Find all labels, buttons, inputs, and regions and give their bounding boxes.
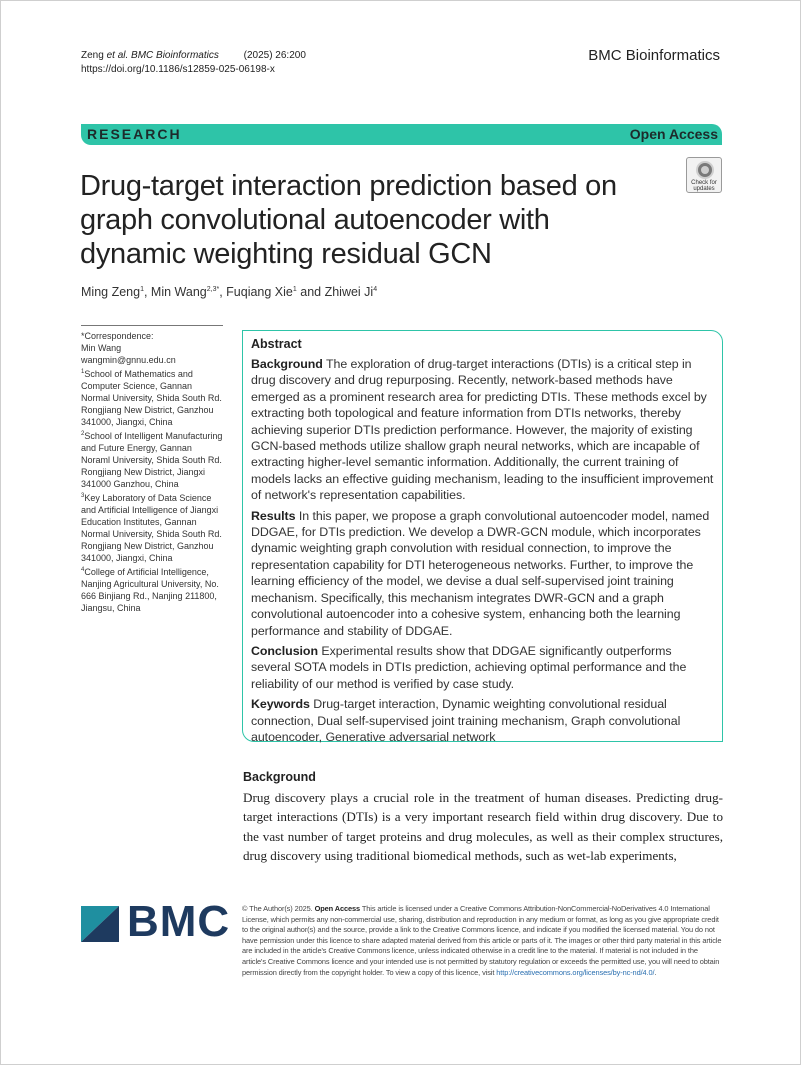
author-name: Zhiwei Ji [324,285,374,299]
section-text: The exploration of drug-target interactions (DTIs) is a critical step in drug discovery and drug repurposing. Recently, network-based methods have emerged as a prominent research area for predicting DTIs. These methods excel by extracting both topological and feature information from DTIs networks, thereby achieving superior DTIs prediction performance. However, the majority of existing GCN-based methods utilize shallow graph neural networks, which are incapable of extracting higher-level semantic information. Additionally, the current training of models lacks an effective guiding mechanism, leading to the insufficient improvement of network's representation capabilities. [251,357,714,503]
abstract-results [251,508,714,639]
license-open-access: Open Access [314,904,361,913]
check-for-updates-badge[interactable] [686,157,722,193]
author-name: Fuqiang Xie [226,285,293,299]
citation-header [81,49,306,77]
citation-journal: et al. BMC Bioinformatics [106,50,219,61]
open-access-label: Open Access [629,126,718,142]
abstract-heading: Abstract [251,337,302,351]
affiliation-item [81,564,223,614]
correspondence-email[interactable]: wangmin@gnnu.edu.cn [81,355,176,365]
author-affil: 1 [140,285,144,293]
section-label: Keywords [251,697,310,712]
research-label: RESEARCH [87,126,182,142]
abstract-box [242,330,723,742]
affiliation-item [81,490,223,564]
affiliation-sidebar [81,325,223,614]
affiliation-sup: 2 [81,431,85,437]
affiliation-sup: 3 [81,493,85,499]
license-end: . [654,967,657,977]
affiliation-text: School of Mathematics and Computer Science, Gannan Normal University, Shida South Rd. Rongjiang New District, Ganzhou 341000, Jiangxi, China [81,369,222,427]
article-type-band [81,124,722,145]
author-name: Min Wang [150,285,207,299]
citation-year: (2025) 26:200 [243,50,306,61]
citation-author: Zeng [81,50,104,61]
author-list [81,285,377,299]
correspondence-label: *Correspondence: [81,331,154,341]
license-copyright: © The Author(s) 2025. [242,904,313,913]
license-link[interactable]: http://creativecommons.org/licenses/by-nc-nd/4.0/ [496,967,655,977]
abstract-background [251,356,714,504]
affiliation-sup: 4 [81,567,85,573]
affiliation-item [81,428,223,490]
section-text: Experimental results show that DDGAE significantly outperforms several SOTA models in DTIs prediction, achieving optimal performance and the reliability of our method is verified by case study. [251,643,687,691]
doi-link[interactable]: https://doi.org/10.1186/s12859-025-06198-x [81,64,275,75]
background-heading: Background [243,770,316,784]
author-affil: 1 [292,285,297,293]
bmc-logo-text: BMC [127,897,231,946]
author-sep: , [143,285,151,299]
journal-name: BMC Bioinformatics [588,47,720,64]
affiliation-text: Key Laboratory of Data Science and Artificial Intelligence of Jiangxi Education Institutes, Gannan Normal University, Shida South Rd. Rongjiang New District, Ganzhou 341000, Jiangxi, China [81,493,222,563]
abstract-keywords [251,696,714,745]
section-text: Drug-target interaction, Dynamic weighting convolutional residual connection, Dual self-supervised joint training mechanism, Graph convolutional autoencoder, Generative adversarial network [251,697,681,744]
affiliation-text: College of Artificial Intelligence, Nanjing Agricultural University, No. 666 Binjiang Rd., Nanjing 211800, Jiangsu, China [81,567,219,613]
abstract-conclusion [251,643,714,692]
section-label: Background [251,357,323,371]
license-notice [242,904,723,978]
section-label: Results [251,508,296,523]
license-text: This article is licensed under a Creative Commons Attribution-NonCommercial-NoDerivatives 4.0 International License, which permits any non-commercial use, sharing, distribution and reproduction in any medium or format, as long as you give appropriate credit to the original author(s) and the source, provide a link to the Creative Commons licence, and indicate if you modified the licensed material. You do not have permission under this licence to share adapted material derived from this article or parts of it. The images or other third party material in this article are included in the article's Creative Commons licence, unless indicated otherwise in a credit line to the material. If material is not included in the article's Creative Commons licence and your intended use is not permitted by statutory regulation or exceeds the permitted use, you will need to obtain permission directly from the copyright holder. To view a copy of this licence, visit [242,904,722,977]
author-affil: 4 [373,285,378,293]
author-affil: 2,3* [206,285,220,293]
author-sep: and [296,285,325,299]
section-text: In this paper, we propose a graph convolutional autoencoder model, named DDGAE, for DTIs prediction. We develop a DWR-GCN module, which incorporates dynamic weighting graph convolution with residual connection, to improve the representation capability for DTI heterogeneous networks. Further, to improve the learning efficiency of the model, we devise a dual self-supervised joint training mechanism. Specifically, this mechanism integrates DWR-GCN and a graph convolutional autoencoder into a cohesive system, enhancing both the learning performance and stability of DDGAE. [251,508,710,638]
author-sep: , [219,285,227,299]
body-paragraph: Drug discovery plays a crucial role in the treatment of human diseases. Predicting drug-target interactions (DTIs) is a very important research field within drug discovery. Due to the vast number of target proteins and drug molecules, as well as their complex structures, drug discovery using traditional biomedical methods, such as wet-lab experiments, [243,790,723,864]
article-title: Drug-target interaction prediction based on graph convolutional autoencoder with dynamic weighting residual GCN [80,170,617,270]
correspondence-name: Min Wang [81,343,122,353]
check-updates-label: Check for updates [691,180,717,192]
check-updates-icon [696,161,714,179]
author-name: Ming Zeng [81,285,141,299]
affiliation-item [81,366,223,428]
section-label: Conclusion [251,643,318,658]
affiliation-text: School of Intelligent Manufacturing and Future Energy, Gannan Noraml University, Shida South Rd. Rongjiang New District, Jiangxi 341000 Ganzhou, China [81,431,223,489]
affiliation-sup: 1 [81,369,85,375]
